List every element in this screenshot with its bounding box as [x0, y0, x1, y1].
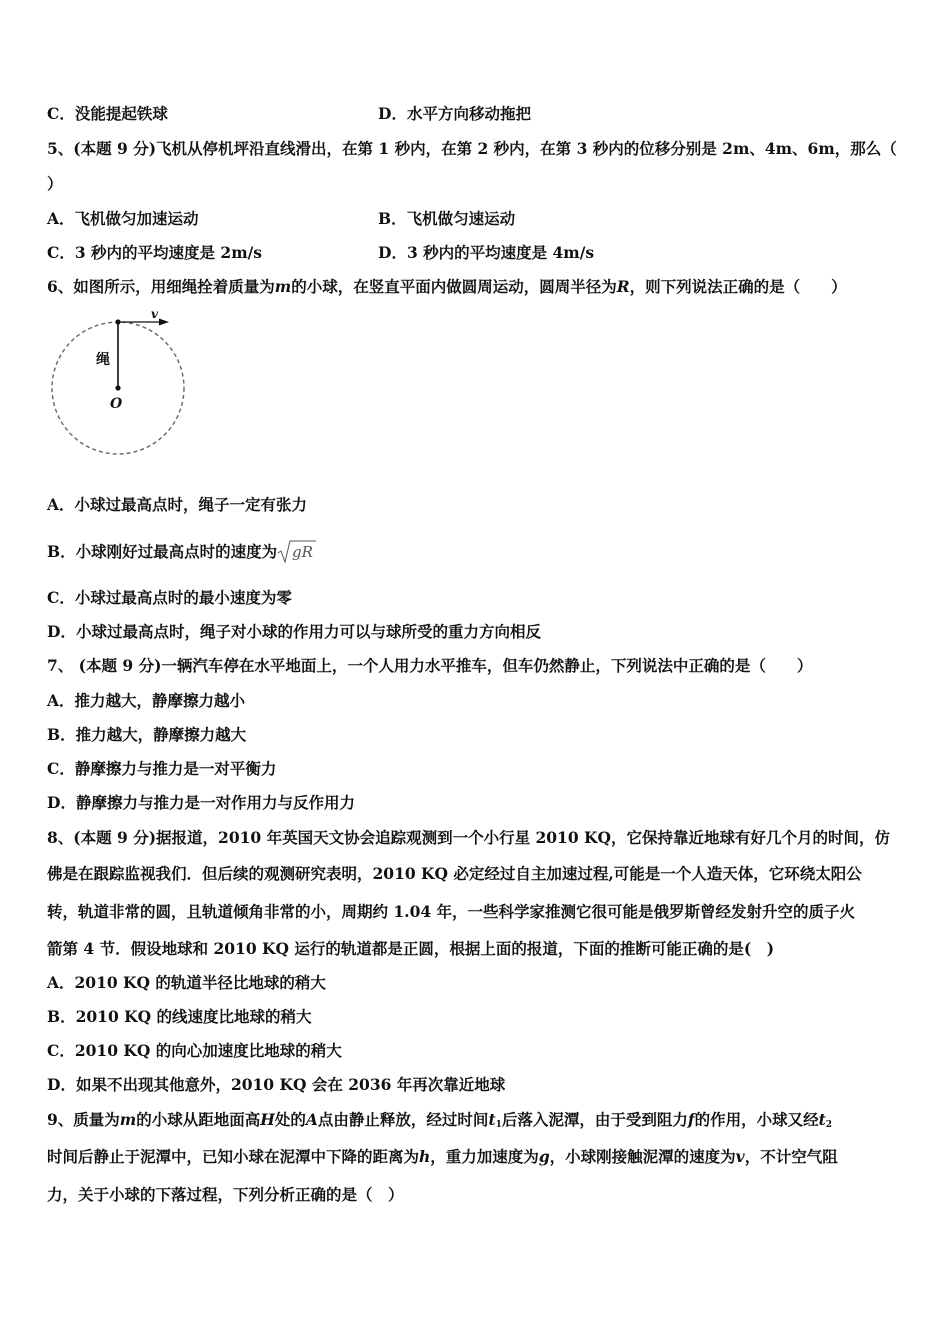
q8-option-a: A．2010 KQ 的轨道半径比地球的稍大 [47, 973, 326, 992]
q5-stem-line2: ） [47, 174, 63, 193]
q6-option-c: C．小球过最高点时的最小速度为零 [47, 588, 292, 607]
q6-option-d: D．小球过最高点时，绳子对小球的作用力可以与球所受的重力方向相反 [47, 622, 541, 641]
q9-text: 9、质量为 [47, 1110, 120, 1129]
q7-option-c: C．静摩擦力与推力是一对平衡力 [47, 759, 277, 778]
q8-stem-line2: 佛是在跟踪监视我们．但后续的观测研究表明，2010 KQ 必定经过自主加速过程,可能是一个人造天体，它环绕太阳公 [47, 864, 862, 883]
q6-stem-part: 的小球，在竖直平面内做圆周运动，圆周半径为 [291, 277, 617, 296]
q9-text: 点由静止释放，经过时间 [317, 1110, 489, 1129]
time1-symbol: t [488, 1110, 496, 1129]
q6-option-a: A．小球过最高点时，绳子一定有张力 [47, 495, 308, 514]
q5-option-d: D．3 秒内的平均速度是 4m/s [378, 243, 595, 262]
q4-option-c: C．没能提起铁球 [47, 104, 168, 123]
mass-symbol: m [119, 1110, 137, 1129]
q5-option-a: A．飞机做匀加速运动 [47, 209, 199, 228]
radius-symbol: R [616, 277, 630, 296]
q6-stem [47, 275, 847, 297]
q7-option-d: D．静摩擦力与推力是一对作用力与反作用力 [47, 793, 355, 812]
sqrt-expression [277, 538, 317, 568]
time1-subscript: 1 [495, 1120, 502, 1130]
resistance-symbol: f [687, 1110, 695, 1129]
q9-text: 的作用，小球又经 [694, 1110, 819, 1129]
point-a-symbol: A [305, 1110, 318, 1129]
q7-stem: 7、 (本题 9 分)一辆汽车停在水平地面上，一个人用力水平推车，但车仍然静止，下列说法中正确的是（ ） [47, 656, 813, 675]
sqrt-symbol [277, 538, 317, 564]
center-label: O [110, 396, 123, 412]
ball-point [115, 319, 120, 324]
q5-stem-line1: 5、(本题 9 分)飞机从停机坪沿直线滑出，在第 1 秒内，在第 2 秒内，在第 3 秒内的位移分别是 2m、4m、6m，那么（ [47, 139, 897, 158]
q9-text: 时间后静止于泥潭中，已知小球在泥潭中下降的距离为 [47, 1147, 420, 1166]
q9-text: 后落入泥潭，由于受到阻力 [501, 1110, 688, 1129]
q9-stem-line2 [47, 1145, 838, 1167]
time2-subscript: 2 [825, 1120, 833, 1130]
q9-stem-line1 [47, 1108, 832, 1130]
time2-symbol: t [818, 1110, 826, 1129]
mass-symbol: m [274, 277, 292, 296]
q7-option-b: B．推力越大，静摩擦力越大 [47, 725, 247, 744]
circular-motion-figure [45, 308, 195, 463]
q6-stem-part: 6、如图所示，用细绳拴着质量为 [47, 277, 275, 296]
gravity-symbol: g [538, 1147, 550, 1166]
circle-diagram [45, 308, 195, 463]
q8-stem-line1: 8、(本题 9 分)据报道，2010 年英国天文协会追踪观测到一个小行星 2010 KQ，它保持靠近地球有好几个月的时间，仿 [47, 828, 890, 847]
q6-stem-part: ，则下列说法正确的是（ ） [629, 277, 847, 296]
q7-option-a: A．推力越大，静摩擦力越小 [47, 691, 246, 710]
q9-text: 处的 [274, 1110, 306, 1129]
q5-option-c: C．3 秒内的平均速度是 2m/s [47, 243, 262, 262]
q6-option-b-text: B．小球刚好过最高点时的速度为 [47, 542, 278, 561]
q8-option-b: B．2010 KQ 的线速度比地球的稍大 [47, 1007, 312, 1026]
q6-option-b [47, 538, 317, 568]
sqrt-content: gR [292, 543, 314, 561]
velocity-label: v [151, 308, 158, 321]
q4-option-d: D．水平方向移动拖把 [378, 104, 531, 123]
q5-option-b: B．飞机做匀速运动 [378, 209, 516, 228]
q8-stem-line3: 转，轨道非常的圆，且轨道倾角非常的小，周期约 1.04 年，一些科学家推测它很可能是俄罗斯曾经发射升空的质子火 [47, 902, 856, 921]
rope-label: 绳 [96, 352, 110, 368]
q9-stem-line3: 力，关于小球的下落过程，下列分析正确的是（ ） [47, 1185, 404, 1204]
q9-text: 的小球从距地面高 [136, 1110, 261, 1129]
q8-option-d: D．如果不出现其他意外，2010 KQ 会在 2036 年再次靠近地球 [47, 1075, 506, 1094]
height-symbol: H [260, 1110, 275, 1129]
velocity-symbol: v [735, 1147, 745, 1166]
q8-stem-line4: 箭第 4 节．假设地球和 2010 KQ 运行的轨道都是正圆，根据上面的报道，下面的推断可能正确的是( ) [47, 939, 775, 958]
q8-option-c: C．2010 KQ 的向心加速度比地球的稍大 [47, 1041, 342, 1060]
depth-symbol: h [419, 1147, 431, 1166]
q9-text: ，重力加速度为 [430, 1147, 539, 1166]
q9-text: ，小球刚接触泥潭的速度为 [549, 1147, 736, 1166]
q9-text: ，不计空气阻 [744, 1147, 838, 1166]
arrow-head [159, 319, 169, 326]
center-point [115, 385, 120, 390]
